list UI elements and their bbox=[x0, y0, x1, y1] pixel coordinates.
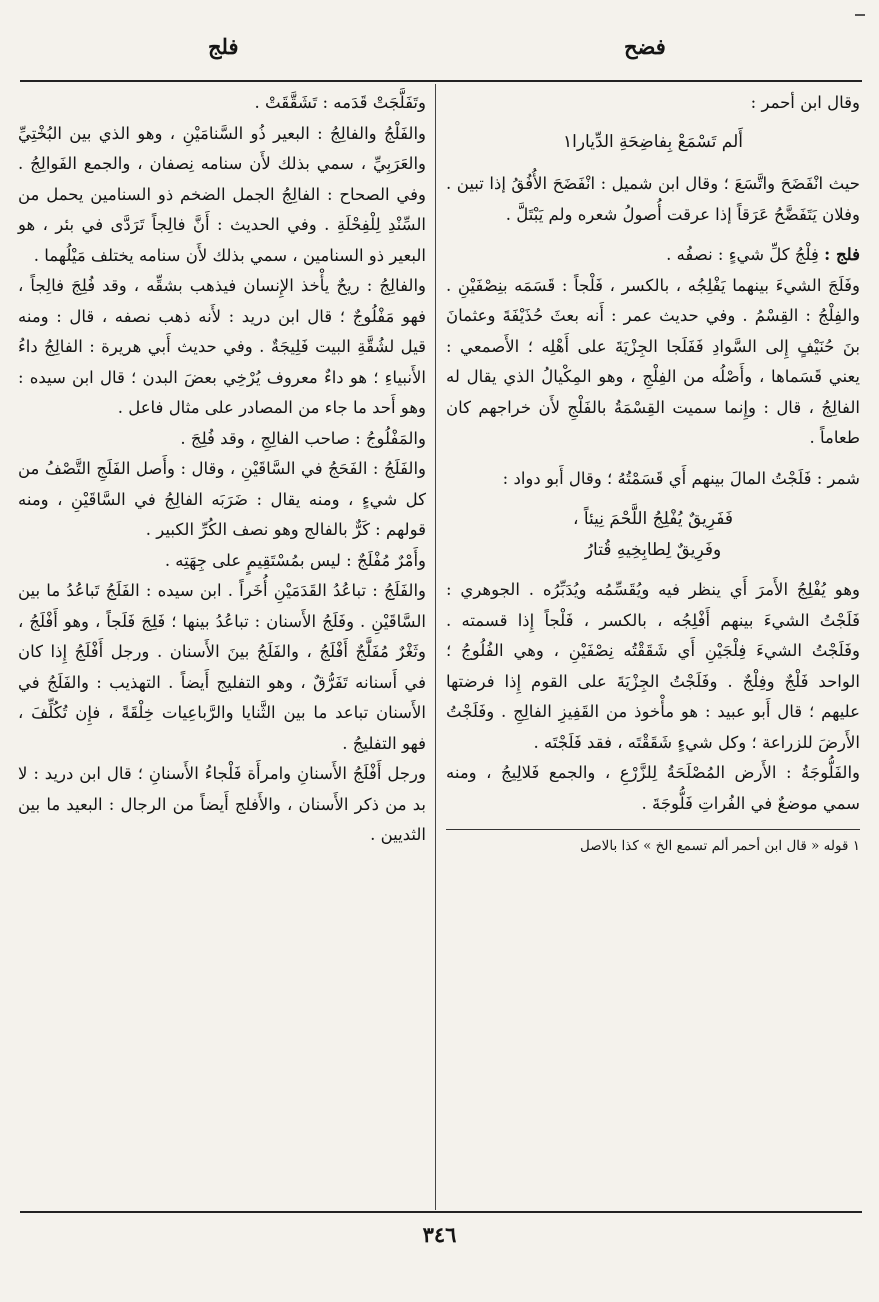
paragraph: ورجل أَفْلَجُ الأَسنانِ وامرأَة فَلْجاءُ الأَسنانِ ؛ قال ابن دريد : لا بد من ذكر الأَسنان ، والأَفلج أَيضاً من الرجال : البعيد ما بين الثديين . bbox=[18, 764, 426, 844]
corner-mark bbox=[855, 14, 865, 16]
top-rule bbox=[20, 80, 862, 82]
paragraph: وفَلَجَ الشيءَ بينهما يَفْلِجُه ، بالكسر ، فَلْجاً : قَسَمَه بنِصْفَيْنِ . والفِلْجُ : القِسْمُ . وفي حديث عمر : أَنه بعثَ حُذَيْفَةَ وعثمانَ بنَ حُنَيْفٍ إِلى السَّوادِ فَفَلَجا الجِزْيَةَ على أَهْلِه ؛ الأَصمعي : يعني قَسَماها ، وأَصْلُه من الفِلْجِ ، وهو المِكْيالُ الذي يقال له الفالِجُ ، قال : وإِنما سميت القِسْمَةُ بالفَلْجِ لأَن خراجهم كان طعاماً . bbox=[446, 275, 860, 447]
paragraph: وقال ابن أحمر : bbox=[750, 93, 860, 112]
verse-line: أَلم تَسْمَعْ بِفاضِحَةِ الدِّيارا١ bbox=[562, 131, 744, 152]
verse-line: وفَرِيقٌ لِطابِخِيهِ قُتارُ bbox=[584, 539, 722, 560]
footnote-rule bbox=[446, 829, 860, 830]
footnote: ١ قوله « قال ابن أحمر ألم تسمع الخ » كذا بالاصل bbox=[579, 838, 860, 854]
paragraph: وهو يُفْلِجُ الأَمرَ أَي ينظر فيه ويُقَسِّمُه ويُدَبِّرُه . الجوهري : فَلَجْتُ الشيءَ بينهم أَفْلِجُه ، بالكسر ، فَلْجاً إِذا قسمته . وفَلَجْتُ الشيءَ فِلْجَيْنِ أَي شَقَقْتُه نِصْفَيْنِ ، وهي الفُلُوجُ ؛ الواحد فَلْجٌ وفِلْجٌ . وفَلَجْتُ الجِزْيَةَ على القوم إِذا فرضتها عليهم ؛ قال أَبو عبيد : هو مأْخوذ من القَفِيزِ الفالِجِ . وفَلَجْتُ الأَرضَ للزراعة ؛ وكل شيءٍ شَقَقْتَه ، فقد فَلَجْتَه . bbox=[446, 580, 860, 752]
entry-paragraph bbox=[446, 240, 860, 271]
paragraph: والفالِجُ : ريحٌ يأْخذ الإِنسان فيذهب بشقِّه ، وقد فُلِجَ فالِجاً ، فهو مَفْلُوجٌ ؛ قال ابن دريد : لأَنه ذهب نصفه ، قال : ومنه قيل لشُقَّةِ البيت فَلِيجَةٌ . وفي حديث أَبي هريرة : الفالِجُ داءُ الأَنبياءِ ؛ هو داءٌ معروف يُرْخِي بعضَ البدن ؛ قال ابن سيده : وهو أَحد ما جاء من المصادر على مثال فاعل . bbox=[18, 276, 426, 417]
paragraph: والفَلْجُ والفالِجُ : البعير ذُو السَّنامَيْنِ ، وهو الذي بين البُخْتِيِّ والعَرَبِيِّ ، سمي بذلك لأَن سنامه نِصفان ، والجمع الفَوالِجُ . وفي الصحاح : الفالِجُ الجمل الضخم ذو السنامين يحمل من السِّنْدِ لِلْفِحْلَةِ . وفي الحديث : أَنَّ فالِجاً تَرَدَّى في بئر ، هو البعير ذو السنامين ، سمي بذلك لأَن سنامه يختلف مَيْلُهما . bbox=[18, 123, 426, 265]
page-number: ٣٤٦ bbox=[422, 1222, 457, 1247]
running-head-right: فضح bbox=[624, 34, 666, 59]
paragraph: وأَمْرٌ مُفْلَجٌ : ليس بمُسْتَقِيمٍ على جِهَتِه . bbox=[164, 550, 426, 570]
column-divider bbox=[435, 84, 436, 1210]
running-head-left: فلج bbox=[208, 34, 239, 59]
paragraph: شمر : فَلَجْتُ المالَ بينهم أَي قَسَمْتُهُ ؛ وقال أَبو دواد : bbox=[502, 468, 860, 488]
bottom-rule bbox=[20, 1211, 862, 1213]
paragraph: والمَفْلُوجُ : صاحب الفالِجِ ، وقد فُلِجَ . bbox=[180, 428, 426, 448]
paragraph: والفَلَجُ : الفَحَجُ في السَّاقَيْنِ ، وقال : وأَصل الفَلَجِ التَّصْفُ من كل شيءٍ ، ومنه يقال : ضَرَبَه الفالِجُ في السَّاقَيْنِ ، ومنه قولهم : كَرٌّ بالفالج وهو نصف الكُرِّ الكبير . bbox=[18, 459, 426, 539]
paragraph: وتَفَلَّجَتْ قَدَمه : تَشَقَّقَتْ . bbox=[254, 93, 426, 112]
paragraph: والفَلُّوجَةُ : الأَرض المُصْلَحَةُ لِلزَّرْعِ ، والجمع فَلالِيجُ ، ومنه سمي موضعٌ في الفُراتِ فَلُّوجَةَ . bbox=[446, 763, 860, 813]
paragraph: والفَلَجُ : تباعُدُ القَدَمَيْنِ أُخَراً . ابن سيده : الفَلَجُ تَباعُدُ ما بين السَّاقَيْنِ . وفَلَجُ الأَسنان : تباعُدُ بينها ؛ فَلِجَ فَلَجاً ، وهو أَفْلَجُ ، وثَغْرٌ مُفَلَّجٌ أَفْلَجُ ، والفَلَجُ بينَ الأَسنان . ورجل أَفْلَجُ إِذا كان في أَسنانه تَفَرُّقٌ ، وهو التفليج أَيضاً . التهذيب : والفَلَجُ في الأَسنان تباعد ما بين الثَّنايا والرَّباعِيات خِلْقَةً ، فإِن تُكُلِّفَ ، فهو التفليجُ . bbox=[18, 581, 426, 753]
right-column bbox=[446, 88, 860, 856]
entry-lead: فِلْجُ كلِّ شيءٍ : نصفُه . bbox=[666, 245, 819, 264]
verse-line: فَفَرِيقٌ يُفْلِجُ اللَّحْمَ نِيئاً ، bbox=[572, 509, 734, 529]
entry-headword: فلج : bbox=[824, 245, 860, 264]
paragraph: حيث انْفَضَحَ واتَّسَعَ ؛ وقال ابن شميل : انْفَضَحَ الأُفُقُ إذا تبين . وفلان يَتَفَضَّحُ عَرَقاً إذا عرقت أُصولُ شعره ولم يَبْتَلَّ . bbox=[446, 174, 860, 224]
left-column bbox=[18, 88, 426, 851]
